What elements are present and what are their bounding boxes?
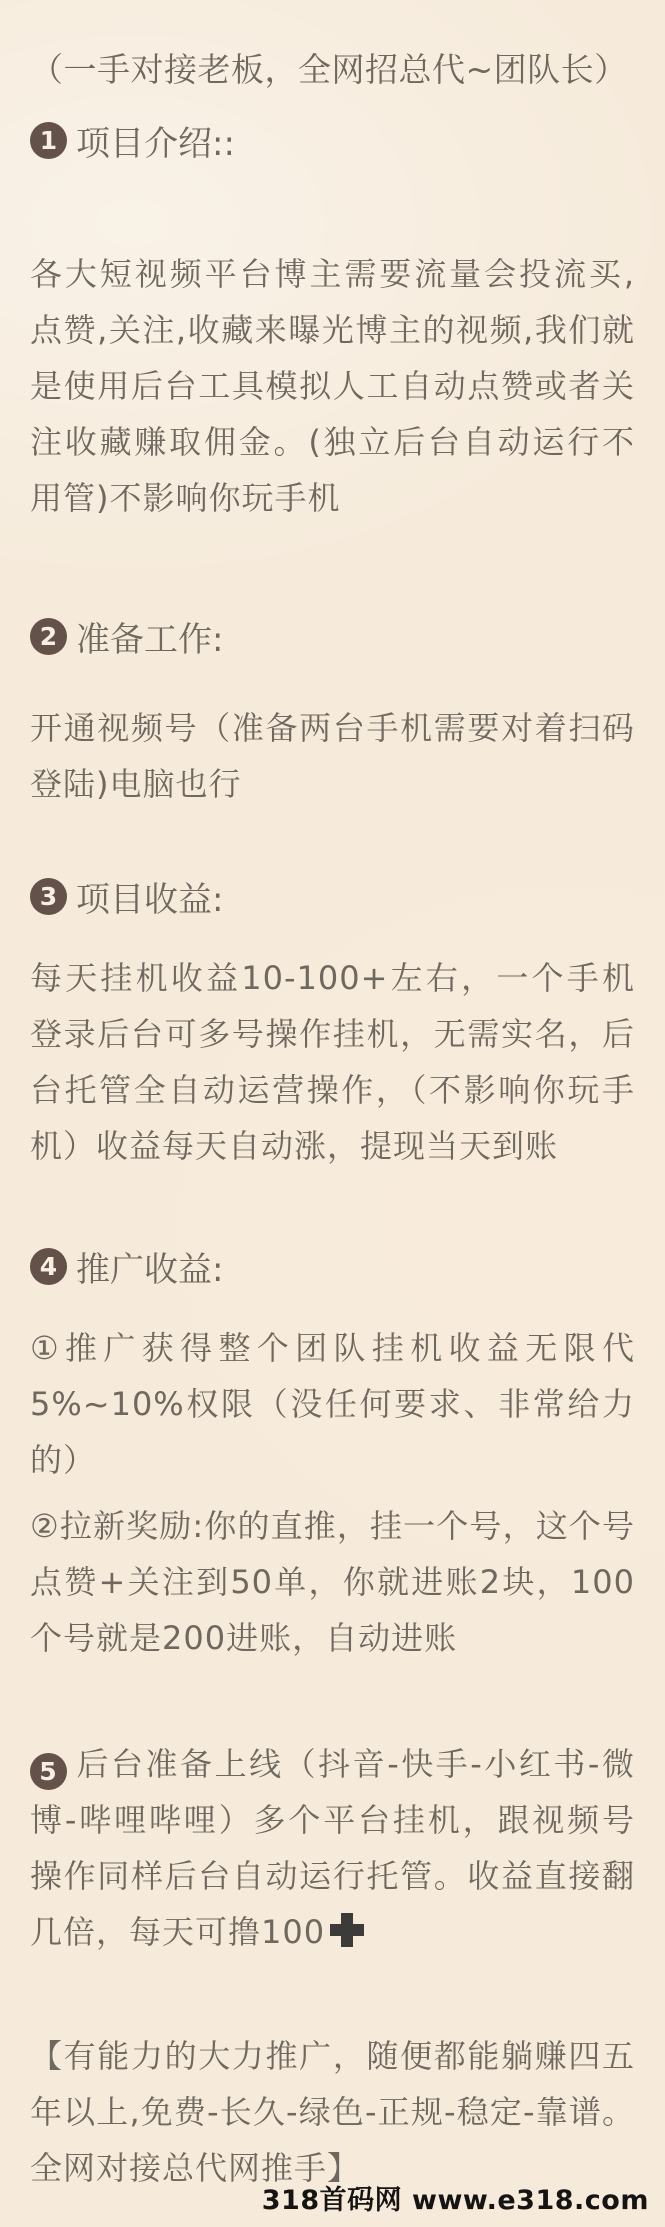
section-3-number-badge: 3	[30, 878, 67, 915]
plus-icon	[330, 1913, 364, 1947]
section-5-number-badge: 5	[30, 1753, 67, 1790]
section-2-heading	[30, 612, 635, 661]
watermark: 318首码网 www.e318.com	[261, 2185, 649, 2216]
header-tagline: （一手对接老板，全网招总代~团队长）	[30, 50, 628, 89]
section-3-title: 项目收益:	[76, 880, 224, 920]
footer-note: 【有能力的大力推广，随便都能躺赚四五年以上,免费-长久-绿色-正规-稳定-靠谱。全网对接总代网推手】	[30, 2037, 635, 2187]
section-4-number-badge: 4	[30, 1248, 67, 1285]
section-1-number-badge: 1	[30, 122, 67, 159]
section-5-text: 后台准备上线（抖音-快手-小红书-微博-哔哩哔哩）多个平台挂机，跟视频号操作同样后台自动运行托管。收益直接翻几倍，每天可撸100	[30, 1745, 635, 1951]
section-2-title: 准备工作:	[76, 620, 224, 660]
section-3-body: 每天挂机收益10-100+左右，一个手机登录后台可多号操作挂机，无需实名，后台托管全自动运营操作，（不影响你玩手机）收益每天自动涨，提现当天到账	[30, 959, 635, 1165]
section-1-title: 项目介绍::	[76, 124, 235, 164]
section-4-heading	[30, 1242, 635, 1291]
section-2-number-badge: 2	[30, 618, 67, 655]
section-5-body	[30, 1736, 635, 1960]
section-1-body: 各大短视频平台博主需要流量会投流买,点赞,关注,收藏来曝光博主的视频,我们就是使用后台工具模拟人工自动点赞或者关注收藏赚取佣金。(独立后台自动运行不用管)不影响你玩手机	[30, 255, 635, 517]
section-4-body-1: ①推广获得整个团队挂机收益无限代5%~10%权限（没任何要求、非常给力的）	[30, 1329, 635, 1479]
section-4-title: 推广收益:	[76, 1250, 224, 1290]
section-2-body: 开通视频号（准备两台手机需要对着扫码登陆)电脑也行	[30, 709, 635, 803]
section-1-heading	[30, 116, 635, 165]
section-4-body-2: ②拉新奖励:你的直推，挂一个号，这个号点赞+关注到50单，你就进账2块，100个号就是200进账，自动进账	[30, 1507, 635, 1657]
section-3-heading	[30, 872, 635, 921]
